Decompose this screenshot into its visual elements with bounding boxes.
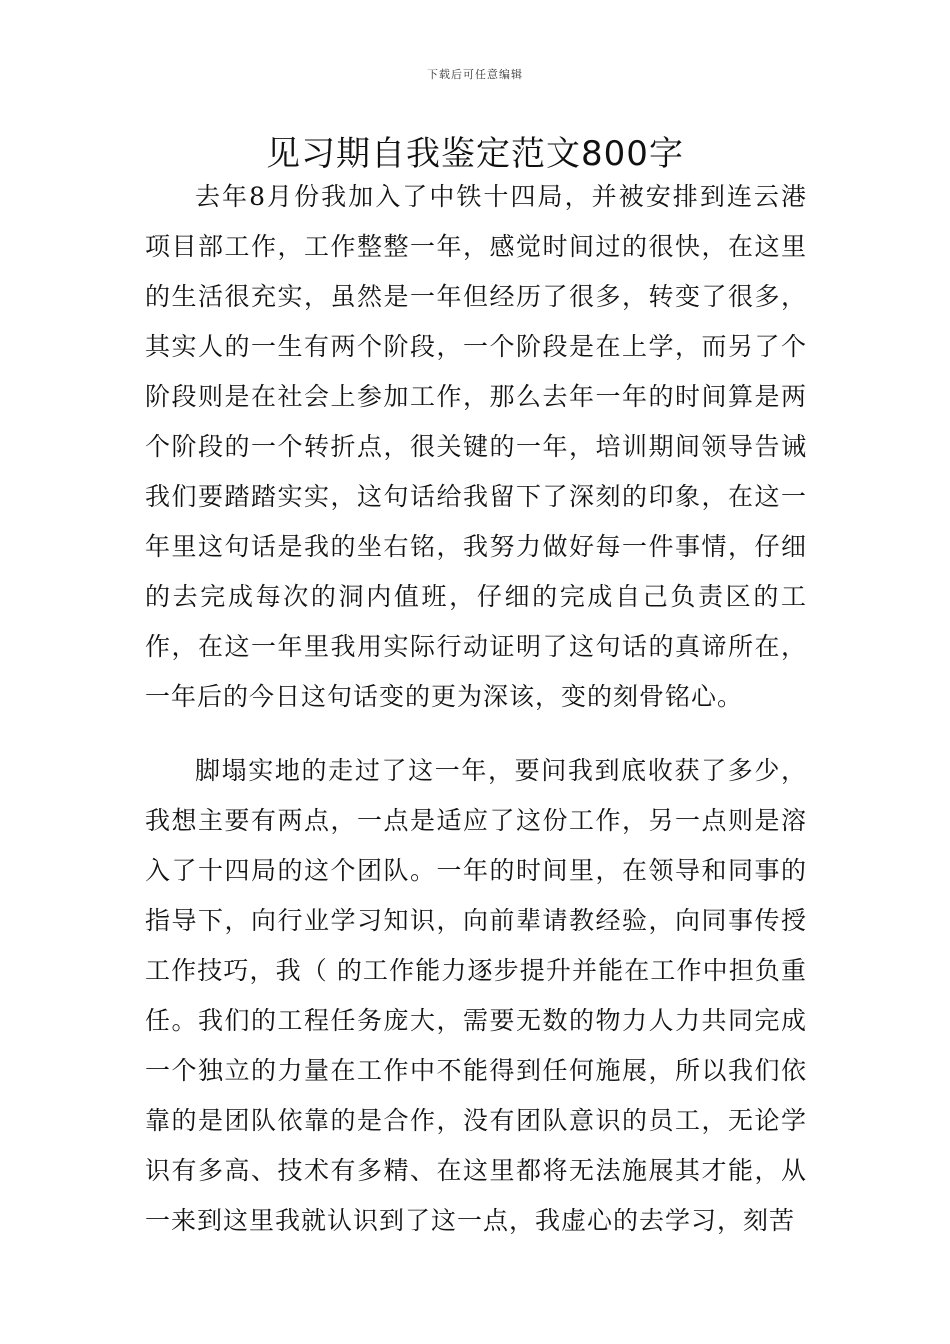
paragraph-1: 去年8月份我加入了中铁十四局，并被安排到连云港项目部工作，工作整整一年，感觉时间过的很快，在这里的生活很充实，虽然是一年但经历了很多，转变了很多，其实人的一生有两个阶段，一个阶段是在上学，而另了个阶段则是在社会上参加工作，那么去年一年的时间算是两个阶段的一个转折点，很关键的一年，培训期间领导告诫我们要踏踏实实，这句话给我留下了深刻的印象，在这一年里这句话是我的坐右铭，我努力做好每一件事情，仔细的去完成每次的洞内值班，仔细的完成自己负责区的工作，在这一年里我用实际行动证明了这句话的真谛所在，一年后的今日这句话变的更为深该，变的刻骨铭心。	[145, 182, 807, 711]
paragraph-2: 脚塌实地的走过了这一年，要问我到底收获了多少，我想主要有两点，一点是适应了这份工作，另一点则是溶入了十四局的这个团队。一年的时间里，在领导和同事的指导下，向行业学习知识，向前辈请教经验，向同事传授工作技巧，我（ 的工作能力逐步提升并能在工作中担负重任。我们的工程任务庞大，需要无数的物力人力共同完成一个独立的力量在工作中不能得到任何施展，所以我们依靠的是团队依靠的是合作，没有团队意识的员工，无论学识有多高、技术有多精、在这里都将无法施展其才能，从一来到这里我就认识到了这一点，我虚心的去学习，刻苦	[145, 756, 807, 1235]
header-note: 下载后可任意编辑	[427, 68, 523, 81]
document-title: 见习期自我鉴定范文800字	[266, 134, 684, 174]
document-body	[145, 172, 807, 1246]
